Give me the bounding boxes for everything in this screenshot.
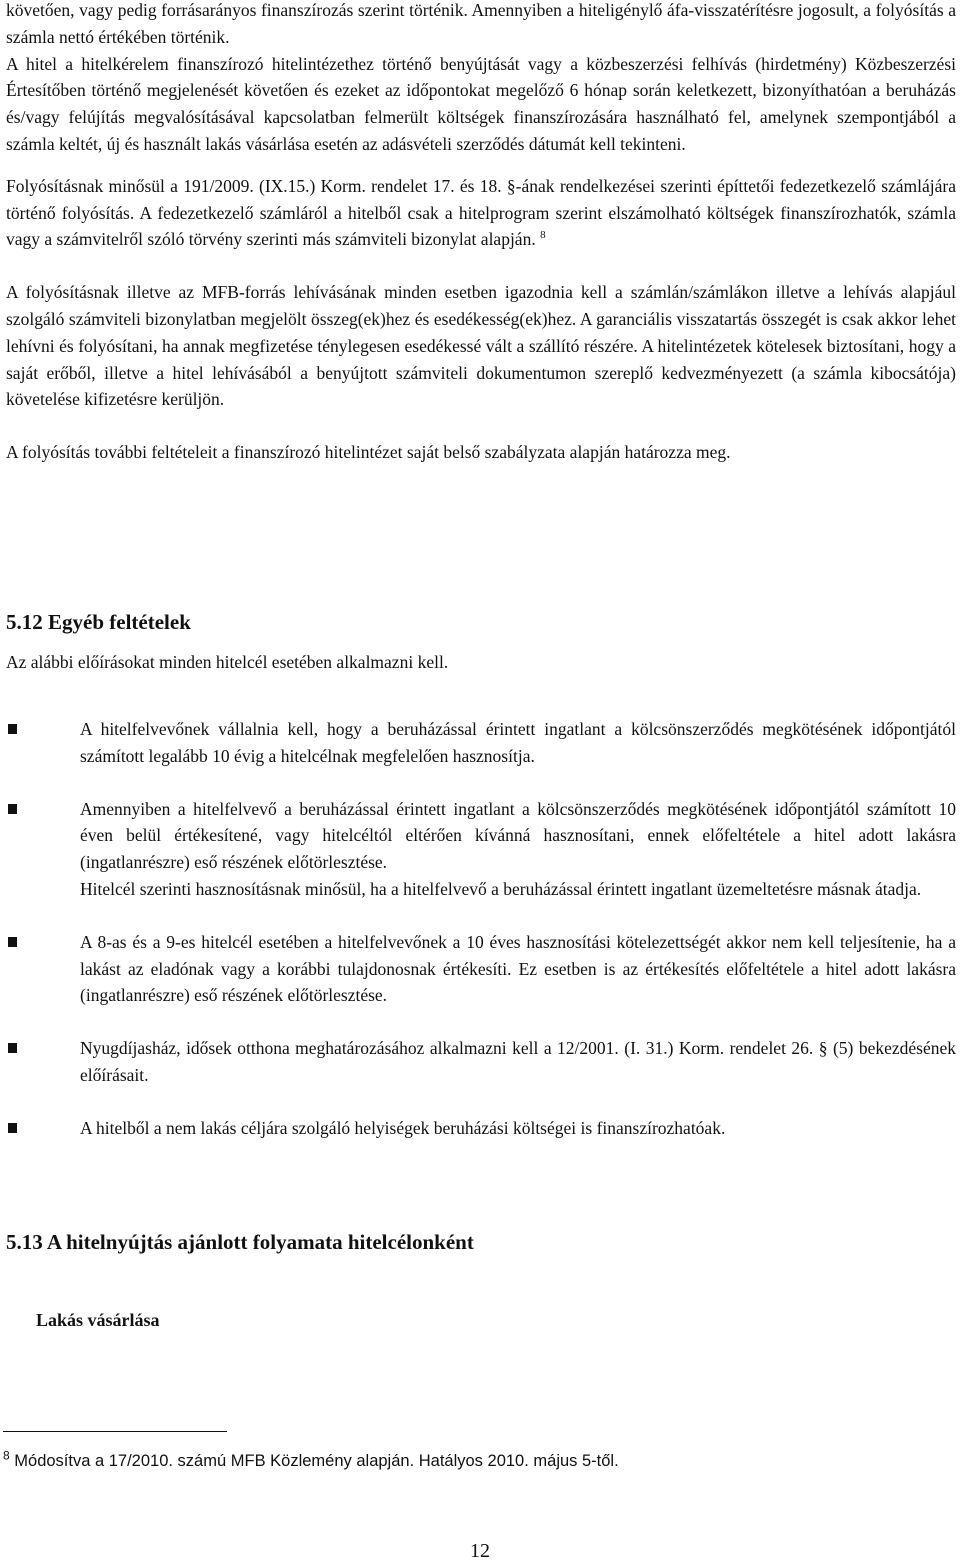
paragraph-intro-continuation: követően, vagy pedig forrásarányos finanszírozás szerint történik. Amennyiben a hiteligénylő áfa-visszatérítésre jogosult, a folyósítás a számla nettó értékében történik. xyxy=(6,0,956,47)
bullet-item-4 xyxy=(6,1035,956,1089)
bullet-text-1: A hitelfelvevőnek vállalnia kell, hogy a beruházással érintett ingatlant a kölcsönszerződés megkötésének időpontjától számított legalább 10 évig a hitelcélnak megfelelően hasznosítja. xyxy=(80,719,956,766)
footnote-divider xyxy=(3,1431,227,1432)
paragraph-folyositas-text: Folyósításnak minősül a 191/2009. (IX.15.) Korm. rendelet 17. és 18. §-ának rendelkezései szerinti építtetői fedezetkezelő számlájára történő folyósítás. A fedezetkezelő számláról a hitelből csak a hitelprogram szerint elszámolható költségek finanszírozhatók, számla vagy a számvitelről szóló törvény szerinti más számviteli bizonylat alapján. xyxy=(6,175,956,250)
square-bullet-icon xyxy=(8,724,17,734)
bullet-text-4: Nyugdíjasház, idősek otthona meghatározásához alkalmazni kell a 12/2001. (I. 31.) Korm. rendelet 26. § (5) bekezdésének előírásait. xyxy=(80,1038,956,1085)
footnote-number: 8 xyxy=(3,1448,10,1463)
bullet-item-1 xyxy=(6,716,956,770)
bullet-list xyxy=(6,716,956,1142)
footnote xyxy=(3,1448,619,1474)
footnote-reference[interactable]: 8 xyxy=(540,229,546,242)
bullet-item-5 xyxy=(6,1115,956,1142)
section-heading-5-13: 5.13 A hitelnyújtás ajánlott folyamata hitelcélonként xyxy=(6,1230,474,1254)
square-bullet-icon xyxy=(8,804,17,814)
bullet-item-3 xyxy=(6,929,956,1009)
paragraph-mfb-forras: A folyósításnak illetve az MFB-forrás lehívásának minden esetben igazodnia kell a számlán/számlákon illetve a lehívás alapjául szolgáló számviteli bizonylatban megjelölt összeg(ek)hez és esedékesség(ek)hez. A garanciális visszatartás összegét is csak akkor lehet lehívni és folyósítani, ha annak megfizetése ténylegesen esedékessé vált a szállító részére. A hitelintézetek kötelesek biztosítani, hogy a saját erőből, illetve a hitel lehívásából a benyújtott számviteli dokumentumon szereplő kedvezményezett (a számla kibocsátója) követelése kifizetésre kerüljön. xyxy=(6,282,956,410)
square-bullet-icon xyxy=(8,1123,17,1133)
square-bullet-icon xyxy=(8,1043,17,1053)
footnote-text: Módosítva a 17/2010. számú MFB Közlemény alapján. Hatályos 2010. május 5-től. xyxy=(14,1452,619,1470)
bullet-text-2: Amennyiben a hitelfelvevő a beruházással érintett ingatlant a kölcsönszerződés megkötésének időpontjától számított 10 éven belül értékesítené, vagy hitelcéltól eltérően kívánná hasznosítani, ennek előfeltétele a hitel adott lakásra (ingatlanrészre) eső részének előtörlesztése. xyxy=(80,798,956,873)
bullet-text-3: A 8-as és a 9-es hitelcél esetében a hitelfelvevőnek a 10 éves hasznosítási kötelezettségét akkor nem kell teljesítenie, ha a lakást az eladónak vagy a korábbi tulajdonosnak értékesíti. Ez esetben is az értékesítés előfeltétele a hitel adott lakásra (ingatlanrészre) eső részének előtörlesztése. xyxy=(80,931,956,1006)
paragraph-folyositas xyxy=(6,173,956,253)
bullet-text-2-extra: Hitelcél szerinti hasznosításnak minősül, ha a hitelfelvevő a beruházással érintett ingatlant üzemeltetésre másnak átadja. xyxy=(80,878,922,899)
paragraph-tovabbi-feltetelek: A folyósítás további feltételeit a finanszírozó hitelintézet saját belső szabályzata alapján határozza meg. xyxy=(6,442,731,463)
bullet-item-2 xyxy=(6,796,956,903)
section-heading-5-12: 5.12 Egyéb feltételek xyxy=(6,610,191,634)
document-page xyxy=(6,0,956,466)
square-bullet-icon xyxy=(8,937,17,947)
paragraph-kozbeszerzes: A hitel a hitelkérelem finanszírozó hitelintézethez történő benyújtását vagy a közbeszerzési felhívás (hirdetmény) Közbeszerzési Értesítőben történő megjelenését követően és ezeket az időpontokat megelőző 6 hónap során keletkezett, bizonyíthatóan a beruházás és/vagy felújítás megvalósításával kapcsolatban felmerült költségek finanszírozására használható fel, amelynek szempontjából a számla keltét, új és használt lakás vásárlása esetén az adásvételi szerződés dátumát kell tekinteni. xyxy=(6,53,956,154)
section-5-12-intro: Az alábbi előírásokat minden hitelcél esetében alkalmazni kell. xyxy=(6,652,449,672)
subheading-lakas-vasarlasa: Lakás vásárlása xyxy=(36,1310,160,1330)
page-number: 12 xyxy=(470,1540,490,1562)
bullet-text-5: A hitelből a nem lakás céljára szolgáló helyiségek beruházási költségei is finanszírozhatóak. xyxy=(80,1117,726,1138)
